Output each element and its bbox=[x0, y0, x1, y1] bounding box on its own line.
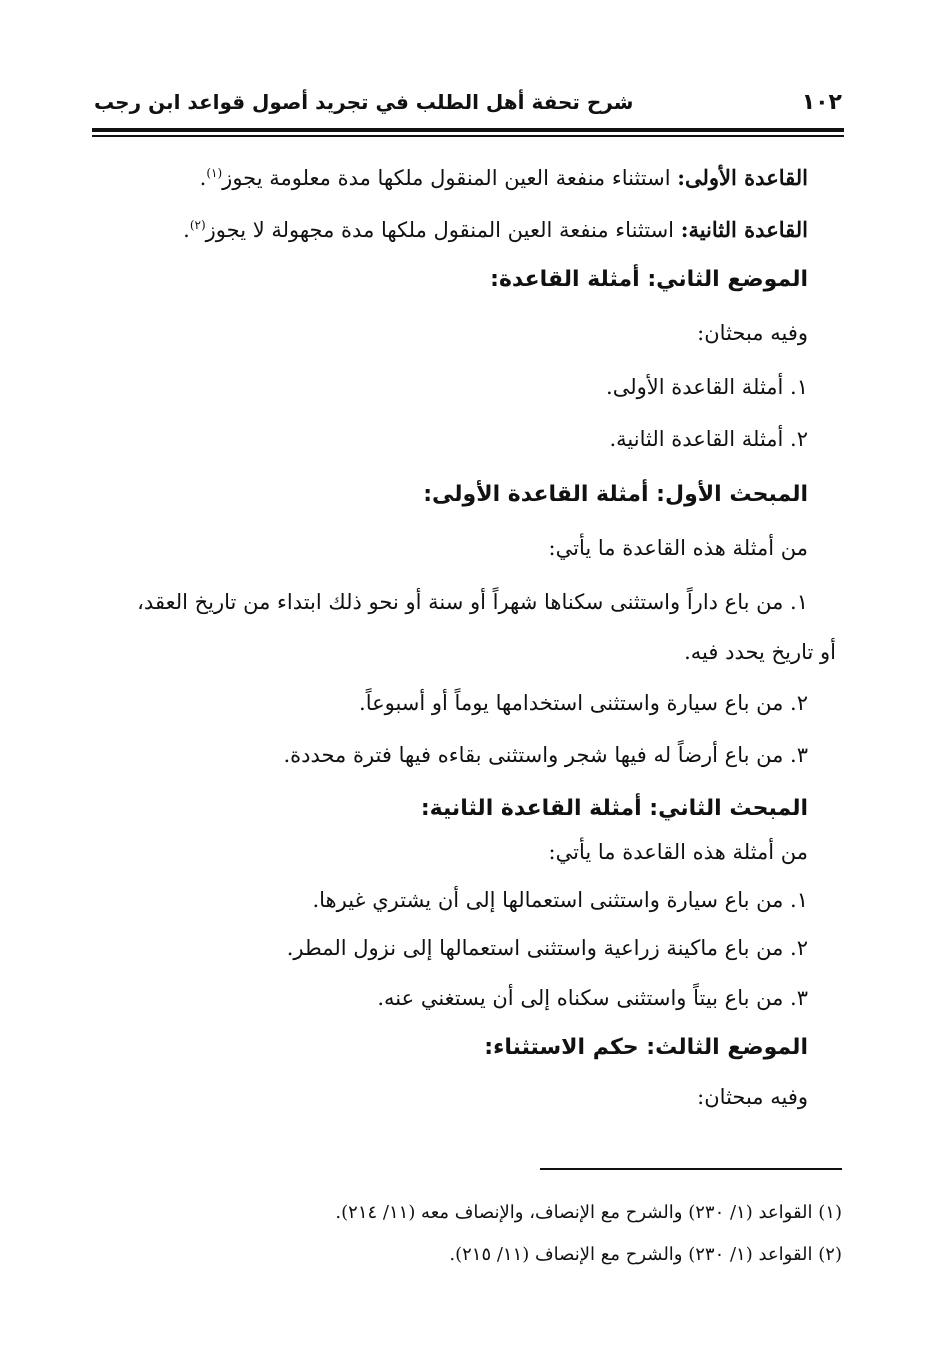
footnote-2: (٢) القواعد (١/ ٢٣٠) والشرح مع الإنصاف (١١/ ٢١٥). bbox=[449, 1244, 842, 1265]
rule-1-text: استثناء منفعة العين المنقول ملكها مدة معلومة يجوز bbox=[222, 166, 671, 190]
header-rule-thick bbox=[92, 128, 844, 132]
header-rule-thin bbox=[92, 135, 844, 137]
list-item: ٣. من باع بيتاً واستثنى سكناه إلى أن يستغني عنه. bbox=[377, 986, 808, 1010]
subsection-intro-first: من أمثلة هذه القاعدة ما يأتي: bbox=[548, 536, 808, 560]
footnote-ref-1[interactable]: (١) bbox=[206, 166, 223, 180]
footnote-ref-2[interactable]: (٢) bbox=[189, 218, 206, 232]
list-item: ١. من باع سيارة واستثنى استعمالها إلى أن يشتري غيرها. bbox=[312, 888, 808, 912]
list-item: ٢. أمثلة القاعدة الثانية. bbox=[609, 427, 808, 451]
rule-2-label: القاعدة الثانية: bbox=[680, 217, 808, 242]
list-item-continuation: أو تاريخ يحدد فيه. bbox=[684, 640, 836, 664]
rule-1-line bbox=[200, 158, 808, 193]
list-item: ١. أمثلة القاعدة الأولى. bbox=[606, 375, 808, 399]
rule-2-end: . bbox=[183, 218, 190, 242]
section-heading-ruling: الموضع الثالث: حكم الاستثناء: bbox=[484, 1035, 808, 1060]
rule-1-end: . bbox=[199, 166, 207, 190]
subsection-heading-first: المبحث الأول: أمثلة القاعدة الأولى: bbox=[423, 482, 808, 507]
section-intro-ruling: وفيه مبحثان: bbox=[697, 1085, 808, 1109]
list-item: ١. من باع داراً واستثنى سكناها شهراً أو سنة أو نحو ذلك ابتداء من تاريخ العقد، bbox=[137, 590, 808, 614]
list-item: ٣. من باع أرضاً له فيها شجر واستثنى بقاءه فيها فترة محددة. bbox=[283, 743, 808, 767]
section-intro-examples: وفيه مبحثان: bbox=[697, 321, 808, 345]
subsection-intro-second: من أمثلة هذه القاعدة ما يأتي: bbox=[548, 840, 808, 864]
running-title: شرح تحفة أهل الطلب في تجريد أصول قواعد ابن رجب bbox=[94, 90, 634, 114]
rule-2-text: استثناء منفعة العين المنقول ملكها مدة مجهولة لا يجوز bbox=[205, 218, 675, 242]
subsection-heading-second: المبحث الثاني: أمثلة القاعدة الثانية: bbox=[420, 796, 808, 821]
page-number: ١٠٢ bbox=[801, 90, 842, 115]
section-heading-examples: الموضع الثاني: أمثلة القاعدة: bbox=[490, 267, 808, 292]
footnote-1: (١) القواعد (١/ ٢٣٠) والشرح مع الإنصاف، والإنصاف معه (١١/ ٢١٤). bbox=[335, 1202, 842, 1223]
list-item: ٢. من باع سيارة واستثنى استخدامها يوماً أو أسبوعاً. bbox=[359, 691, 808, 715]
list-item: ٢. من باع ماكينة زراعية واستثنى استعمالها إلى نزول المطر. bbox=[286, 936, 808, 960]
rule-2-line bbox=[183, 210, 808, 245]
footnote-separator bbox=[540, 1168, 842, 1170]
page-header bbox=[92, 86, 844, 126]
rule-1-label: القاعدة الأولى: bbox=[677, 165, 808, 190]
